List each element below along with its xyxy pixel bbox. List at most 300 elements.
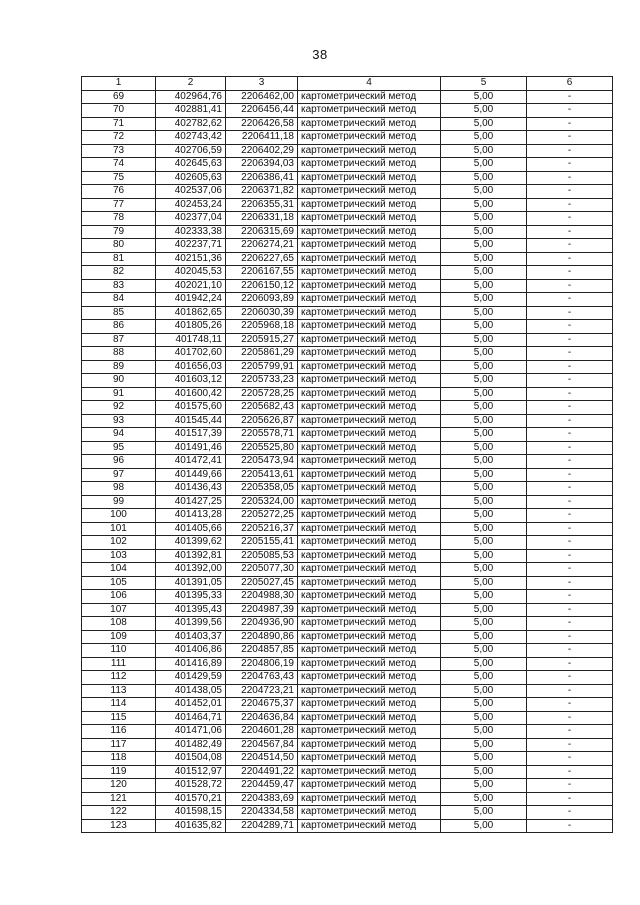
accuracy-cell: 5,00	[441, 495, 527, 509]
note-cell: -	[527, 185, 613, 199]
coordinate-x-cell: 401392,00	[156, 563, 226, 577]
coordinate-x-cell: 402021,10	[156, 279, 226, 293]
coordinate-y-cell: 2204636,84	[226, 711, 298, 725]
point-number-cell: 74	[82, 158, 156, 172]
coordinate-y-cell: 2206456,44	[226, 104, 298, 118]
accuracy-cell: 5,00	[441, 738, 527, 752]
coordinate-x-cell: 401406,86	[156, 644, 226, 658]
note-cell: -	[527, 441, 613, 455]
coordinate-y-cell: 2204459,47	[226, 779, 298, 793]
note-cell: -	[527, 90, 613, 104]
point-number-cell: 81	[82, 252, 156, 266]
point-number-cell: 78	[82, 212, 156, 226]
coordinates-table	[81, 76, 613, 833]
table-row	[82, 266, 613, 280]
coordinate-x-cell: 401429,59	[156, 671, 226, 685]
coordinate-x-cell: 402706,59	[156, 144, 226, 158]
coordinate-x-cell: 401452,01	[156, 698, 226, 712]
accuracy-cell: 5,00	[441, 603, 527, 617]
table-row	[82, 401, 613, 415]
coordinate-y-cell: 2204857,85	[226, 644, 298, 658]
coordinate-x-cell: 401472,41	[156, 455, 226, 469]
accuracy-cell: 5,00	[441, 185, 527, 199]
coordinate-y-cell: 2205861,29	[226, 347, 298, 361]
point-number-cell: 99	[82, 495, 156, 509]
accuracy-cell: 5,00	[441, 279, 527, 293]
coordinate-y-cell: 2206426,58	[226, 117, 298, 131]
coordinate-x-cell: 401656,03	[156, 360, 226, 374]
column-header-3: 3	[226, 77, 298, 91]
coordinate-x-cell: 402377,04	[156, 212, 226, 226]
point-number-cell: 73	[82, 144, 156, 158]
accuracy-cell: 5,00	[441, 90, 527, 104]
table-row	[82, 536, 613, 550]
point-number-cell: 121	[82, 792, 156, 806]
method-cell: картометрический метод	[298, 347, 441, 361]
coordinate-y-cell: 2204806,19	[226, 657, 298, 671]
point-number-cell: 122	[82, 806, 156, 820]
accuracy-cell: 5,00	[441, 590, 527, 604]
method-cell: картометрический метод	[298, 252, 441, 266]
coordinate-y-cell: 2204567,84	[226, 738, 298, 752]
coordinate-y-cell: 2204383,69	[226, 792, 298, 806]
note-cell: -	[527, 698, 613, 712]
coordinate-x-cell: 401413,28	[156, 509, 226, 523]
point-number-cell: 103	[82, 549, 156, 563]
note-cell: -	[527, 374, 613, 388]
accuracy-cell: 5,00	[441, 252, 527, 266]
coordinate-y-cell: 2206462,00	[226, 90, 298, 104]
note-cell: -	[527, 171, 613, 185]
accuracy-cell: 5,00	[441, 158, 527, 172]
note-cell: -	[527, 360, 613, 374]
note-cell: -	[527, 131, 613, 145]
method-cell: картометрический метод	[298, 414, 441, 428]
method-cell: картометрический метод	[298, 401, 441, 415]
method-cell: картометрический метод	[298, 509, 441, 523]
coordinate-y-cell: 2204491,22	[226, 765, 298, 779]
table-header-row	[82, 77, 613, 91]
method-cell: картометрический метод	[298, 225, 441, 239]
note-cell: -	[527, 752, 613, 766]
accuracy-cell: 5,00	[441, 792, 527, 806]
table-row	[82, 212, 613, 226]
coordinate-y-cell: 2206167,55	[226, 266, 298, 280]
accuracy-cell: 5,00	[441, 320, 527, 334]
note-cell: -	[527, 428, 613, 442]
table-row	[82, 414, 613, 428]
coordinate-x-cell: 401399,56	[156, 617, 226, 631]
point-number-cell: 112	[82, 671, 156, 685]
point-number-cell: 82	[82, 266, 156, 280]
point-number-cell: 107	[82, 603, 156, 617]
method-cell: картометрический метод	[298, 320, 441, 334]
method-cell: картометрический метод	[298, 590, 441, 604]
table-row	[82, 576, 613, 590]
note-cell: -	[527, 711, 613, 725]
coordinate-x-cell: 401395,33	[156, 590, 226, 604]
note-cell: -	[527, 617, 613, 631]
point-number-cell: 75	[82, 171, 156, 185]
coordinate-x-cell: 401403,37	[156, 630, 226, 644]
table-row	[82, 725, 613, 739]
coordinate-x-cell: 401438,05	[156, 684, 226, 698]
coordinate-x-cell: 402743,42	[156, 131, 226, 145]
accuracy-cell: 5,00	[441, 563, 527, 577]
method-cell: картометрический метод	[298, 522, 441, 536]
table-row	[82, 671, 613, 685]
method-cell: картометрический метод	[298, 563, 441, 577]
note-cell: -	[527, 279, 613, 293]
note-cell: -	[527, 549, 613, 563]
coordinate-y-cell: 2206315,69	[226, 225, 298, 239]
accuracy-cell: 5,00	[441, 684, 527, 698]
accuracy-cell: 5,00	[441, 468, 527, 482]
point-number-cell: 115	[82, 711, 156, 725]
table-row	[82, 779, 613, 793]
accuracy-cell: 5,00	[441, 711, 527, 725]
table-row	[82, 806, 613, 820]
coordinate-y-cell: 2204675,37	[226, 698, 298, 712]
column-header-6: 6	[527, 77, 613, 91]
coordinate-x-cell: 401416,89	[156, 657, 226, 671]
accuracy-cell: 5,00	[441, 374, 527, 388]
coordinate-y-cell: 2206227,65	[226, 252, 298, 266]
accuracy-cell: 5,00	[441, 509, 527, 523]
coordinate-y-cell: 2205626,87	[226, 414, 298, 428]
coordinate-x-cell: 402045,53	[156, 266, 226, 280]
point-number-cell: 123	[82, 819, 156, 833]
coordinate-x-cell: 401635,82	[156, 819, 226, 833]
note-cell: -	[527, 158, 613, 172]
note-cell: -	[527, 401, 613, 415]
point-number-cell: 71	[82, 117, 156, 131]
note-cell: -	[527, 495, 613, 509]
accuracy-cell: 5,00	[441, 657, 527, 671]
method-cell: картометрический метод	[298, 765, 441, 779]
point-number-cell: 76	[82, 185, 156, 199]
point-number-cell: 100	[82, 509, 156, 523]
method-cell: картометрический метод	[298, 185, 441, 199]
coordinate-y-cell: 2206411,18	[226, 131, 298, 145]
note-cell: -	[527, 657, 613, 671]
note-cell: -	[527, 603, 613, 617]
note-cell: -	[527, 819, 613, 833]
table-row	[82, 131, 613, 145]
note-cell: -	[527, 455, 613, 469]
coordinate-y-cell: 2204936,90	[226, 617, 298, 631]
coordinate-x-cell: 401491,46	[156, 441, 226, 455]
method-cell: картометрический метод	[298, 455, 441, 469]
column-header-2: 2	[156, 77, 226, 91]
note-cell: -	[527, 225, 613, 239]
accuracy-cell: 5,00	[441, 104, 527, 118]
method-cell: картометрический метод	[298, 657, 441, 671]
table-row	[82, 441, 613, 455]
table-row	[82, 495, 613, 509]
method-cell: картометрический метод	[298, 819, 441, 833]
accuracy-cell: 5,00	[441, 779, 527, 793]
coordinate-y-cell: 2205733,23	[226, 374, 298, 388]
coordinate-x-cell: 401748,11	[156, 333, 226, 347]
note-cell: -	[527, 576, 613, 590]
point-number-cell: 117	[82, 738, 156, 752]
note-cell: -	[527, 320, 613, 334]
coordinate-x-cell: 401862,65	[156, 306, 226, 320]
table-row	[82, 684, 613, 698]
coordinate-y-cell: 2206331,18	[226, 212, 298, 226]
table-row	[82, 171, 613, 185]
method-cell: картометрический метод	[298, 617, 441, 631]
point-number-cell: 95	[82, 441, 156, 455]
accuracy-cell: 5,00	[441, 806, 527, 820]
method-cell: картометрический метод	[298, 806, 441, 820]
point-number-cell: 114	[82, 698, 156, 712]
accuracy-cell: 5,00	[441, 131, 527, 145]
table-row	[82, 90, 613, 104]
note-cell: -	[527, 387, 613, 401]
coordinate-y-cell: 2205216,37	[226, 522, 298, 536]
point-number-cell: 70	[82, 104, 156, 118]
column-header-5: 5	[441, 77, 527, 91]
coordinate-x-cell: 402964,76	[156, 90, 226, 104]
table-row	[82, 104, 613, 118]
coordinate-y-cell: 2206386,41	[226, 171, 298, 185]
coordinate-x-cell: 402151,36	[156, 252, 226, 266]
accuracy-cell: 5,00	[441, 765, 527, 779]
note-cell: -	[527, 738, 613, 752]
table-row	[82, 428, 613, 442]
point-number-cell: 88	[82, 347, 156, 361]
table-row	[82, 522, 613, 536]
point-number-cell: 85	[82, 306, 156, 320]
coordinate-x-cell: 402333,38	[156, 225, 226, 239]
coordinate-x-cell: 402237,71	[156, 239, 226, 253]
note-cell: -	[527, 765, 613, 779]
coordinate-x-cell: 402782,62	[156, 117, 226, 131]
method-cell: картометрический метод	[298, 117, 441, 131]
coordinate-x-cell: 401805,26	[156, 320, 226, 334]
coordinate-y-cell: 2204988,30	[226, 590, 298, 604]
method-cell: картометрический метод	[298, 428, 441, 442]
method-cell: картометрический метод	[298, 171, 441, 185]
coordinate-y-cell: 2204723,21	[226, 684, 298, 698]
coordinate-y-cell: 2205358,05	[226, 482, 298, 496]
table-row	[82, 549, 613, 563]
table-row	[82, 711, 613, 725]
note-cell: -	[527, 684, 613, 698]
method-cell: картометрический метод	[298, 306, 441, 320]
table-row	[82, 657, 613, 671]
point-number-cell: 105	[82, 576, 156, 590]
note-cell: -	[527, 347, 613, 361]
coordinate-x-cell: 401702,60	[156, 347, 226, 361]
accuracy-cell: 5,00	[441, 482, 527, 496]
coordinate-y-cell: 2205473,94	[226, 455, 298, 469]
method-cell: картометрический метод	[298, 684, 441, 698]
table-row	[82, 752, 613, 766]
table-row	[82, 792, 613, 806]
accuracy-cell: 5,00	[441, 752, 527, 766]
accuracy-cell: 5,00	[441, 819, 527, 833]
note-cell: -	[527, 590, 613, 604]
accuracy-cell: 5,00	[441, 333, 527, 347]
coordinate-x-cell: 401405,66	[156, 522, 226, 536]
accuracy-cell: 5,00	[441, 117, 527, 131]
method-cell: картометрический метод	[298, 198, 441, 212]
point-number-cell: 101	[82, 522, 156, 536]
point-number-cell: 119	[82, 765, 156, 779]
method-cell: картометрический метод	[298, 549, 441, 563]
table-row	[82, 387, 613, 401]
point-number-cell: 98	[82, 482, 156, 496]
coordinate-x-cell: 402645,63	[156, 158, 226, 172]
note-cell: -	[527, 239, 613, 253]
point-number-cell: 120	[82, 779, 156, 793]
coordinate-y-cell: 2206355,31	[226, 198, 298, 212]
point-number-cell: 90	[82, 374, 156, 388]
table-row	[82, 617, 613, 631]
point-number-cell: 104	[82, 563, 156, 577]
table-row	[82, 198, 613, 212]
method-cell: картометрический метод	[298, 482, 441, 496]
note-cell: -	[527, 522, 613, 536]
coordinate-y-cell: 2205799,91	[226, 360, 298, 374]
coordinate-y-cell: 2206402,29	[226, 144, 298, 158]
accuracy-cell: 5,00	[441, 644, 527, 658]
coordinate-y-cell: 2206093,89	[226, 293, 298, 307]
note-cell: -	[527, 725, 613, 739]
method-cell: картометрический метод	[298, 698, 441, 712]
table-row	[82, 603, 613, 617]
method-cell: картометрический метод	[298, 360, 441, 374]
table-row	[82, 590, 613, 604]
coordinate-x-cell: 401545,44	[156, 414, 226, 428]
accuracy-cell: 5,00	[441, 266, 527, 280]
coordinate-y-cell: 2204987,39	[226, 603, 298, 617]
table-row	[82, 455, 613, 469]
accuracy-cell: 5,00	[441, 360, 527, 374]
accuracy-cell: 5,00	[441, 617, 527, 631]
method-cell: картометрический метод	[298, 603, 441, 617]
coordinate-y-cell: 2206030,39	[226, 306, 298, 320]
point-number-cell: 116	[82, 725, 156, 739]
note-cell: -	[527, 266, 613, 280]
coordinate-x-cell: 401482,49	[156, 738, 226, 752]
point-number-cell: 118	[82, 752, 156, 766]
accuracy-cell: 5,00	[441, 455, 527, 469]
accuracy-cell: 5,00	[441, 198, 527, 212]
point-number-cell: 110	[82, 644, 156, 658]
table-row	[82, 738, 613, 752]
point-number-cell: 93	[82, 414, 156, 428]
coordinate-x-cell: 401942,24	[156, 293, 226, 307]
note-cell: -	[527, 671, 613, 685]
coordinate-y-cell: 2206274,21	[226, 239, 298, 253]
accuracy-cell: 5,00	[441, 698, 527, 712]
note-cell: -	[527, 563, 613, 577]
point-number-cell: 77	[82, 198, 156, 212]
note-cell: -	[527, 630, 613, 644]
method-cell: картометрический метод	[298, 387, 441, 401]
accuracy-cell: 5,00	[441, 428, 527, 442]
accuracy-cell: 5,00	[441, 225, 527, 239]
method-cell: картометрический метод	[298, 131, 441, 145]
point-number-cell: 80	[82, 239, 156, 253]
method-cell: картометрический метод	[298, 239, 441, 253]
coordinate-x-cell: 401528,72	[156, 779, 226, 793]
table-row	[82, 239, 613, 253]
point-number-cell: 94	[82, 428, 156, 442]
accuracy-cell: 5,00	[441, 576, 527, 590]
table-row	[82, 360, 613, 374]
note-cell: -	[527, 468, 613, 482]
note-cell: -	[527, 644, 613, 658]
coordinate-y-cell: 2205272,25	[226, 509, 298, 523]
coordinate-x-cell: 401436,43	[156, 482, 226, 496]
coordinate-x-cell: 401391,05	[156, 576, 226, 590]
point-number-cell: 72	[82, 131, 156, 145]
accuracy-cell: 5,00	[441, 347, 527, 361]
table-body	[82, 90, 613, 833]
method-cell: картометрический метод	[298, 212, 441, 226]
coordinate-y-cell: 2205155,41	[226, 536, 298, 550]
coordinate-y-cell: 2205077,30	[226, 563, 298, 577]
note-cell: -	[527, 414, 613, 428]
method-cell: картометрический метод	[298, 158, 441, 172]
point-number-cell: 92	[82, 401, 156, 415]
coordinate-x-cell: 401399,62	[156, 536, 226, 550]
note-cell: -	[527, 198, 613, 212]
method-cell: картометрический метод	[298, 725, 441, 739]
accuracy-cell: 5,00	[441, 725, 527, 739]
table-row	[82, 563, 613, 577]
table-row	[82, 482, 613, 496]
point-number-cell: 96	[82, 455, 156, 469]
table-row	[82, 185, 613, 199]
method-cell: картометрический метод	[298, 266, 441, 280]
coordinate-x-cell: 401570,21	[156, 792, 226, 806]
table-row	[82, 252, 613, 266]
note-cell: -	[527, 306, 613, 320]
note-cell: -	[527, 806, 613, 820]
accuracy-cell: 5,00	[441, 144, 527, 158]
method-cell: картометрический метод	[298, 468, 441, 482]
coordinate-x-cell: 401392,81	[156, 549, 226, 563]
table-row	[82, 698, 613, 712]
coordinate-y-cell: 2206394,03	[226, 158, 298, 172]
table-row	[82, 306, 613, 320]
note-cell: -	[527, 779, 613, 793]
method-cell: картометрический метод	[298, 441, 441, 455]
point-number-cell: 84	[82, 293, 156, 307]
coordinate-x-cell: 402881,41	[156, 104, 226, 118]
point-number-cell: 86	[82, 320, 156, 334]
coordinate-y-cell: 2205413,61	[226, 468, 298, 482]
point-number-cell: 89	[82, 360, 156, 374]
page-number: 38	[312, 47, 328, 62]
method-cell: картометрический метод	[298, 671, 441, 685]
accuracy-cell: 5,00	[441, 239, 527, 253]
coordinate-x-cell: 401464,71	[156, 711, 226, 725]
coordinate-y-cell: 2205915,27	[226, 333, 298, 347]
coordinate-y-cell: 2205578,71	[226, 428, 298, 442]
column-header-4: 4	[298, 77, 441, 91]
point-number-cell: 108	[82, 617, 156, 631]
table-row	[82, 225, 613, 239]
coordinate-x-cell: 401427,25	[156, 495, 226, 509]
table-row	[82, 279, 613, 293]
